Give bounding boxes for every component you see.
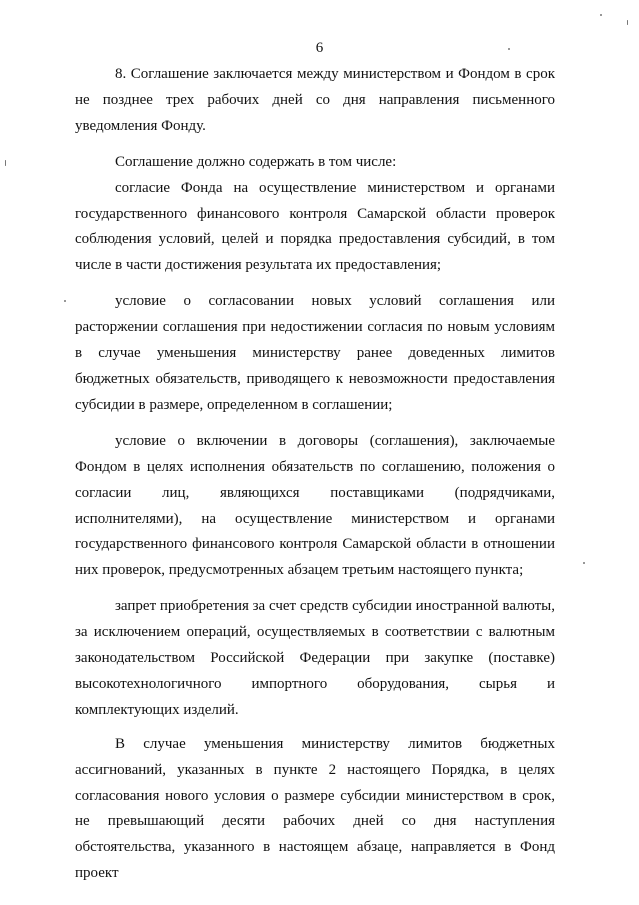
scan-speck: [508, 48, 510, 50]
paragraph-agreement-term: 8. Соглашение заключается между министерством и Фондом в срок не позднее трех рабочих дней со дня направления письменного уведомления Фонду.: [75, 66, 555, 134]
scan-speck: [64, 300, 66, 302]
paragraph-agreement-contents: Соглашение должно содержать в том числе:: [115, 153, 397, 170]
scan-speck: [627, 20, 628, 25]
paragraph-currency-ban: запрет приобретения за счет средств субсидии иностранной валюты, за исключением операций, осуществляемых в соответствии с валютным законодательством Российской Федерации при закупке (поставке) высокотехнологичного импортного оборудования, сырья и комплектующих изделий.: [75, 598, 556, 718]
paragraph-new-conditions: условие о согласовании новых условий соглашения или расторжении соглашения при недостижении согласия по новым условиям в случае уменьшения министерству ранее доведенных лимитов бюджетных обязательств, приводящего к невозможности предоставления субсидии в размере, определенном в соглашении;: [75, 293, 555, 413]
scan-speck: [5, 160, 6, 166]
paragraph-fund-consent: согласие Фонда на осуществление министерством и органами государственного финансового контроля Самарской области проверок соблюдения условий, целей и порядка предоставления субсидий, в том числе в части достижения результата их предоставления;: [75, 179, 555, 274]
paragraph-contract-inclusion: условие о включении в договоры (соглашения), заключаемые Фондом в целях исполнения обязательств по соглашению, положения о согласии лиц, являющихся поставщиками (подрядчиками, исполнителями), на осуществление министерством и органами государственного финансового контроля Самарской области в отношении них проверок, предусмотренных абзацем третьим настоящего пункта;: [75, 432, 555, 579]
document-body: [75, 62, 555, 887]
scan-speck: [600, 14, 602, 16]
paragraph-limits-reduction: В случае уменьшения министерству лимитов бюджетных ассигнований, указанных в пункте 2 настоящего Порядка, в целях согласования нового условия о размере субсидии министерством в срок, не превышающий десяти рабочих дней со дня наступления обстоятельства, указанного в настоящем абзаце, направляется в Фонд проект: [75, 735, 555, 882]
scan-speck: [583, 562, 585, 564]
page-number: 6: [315, 40, 324, 56]
